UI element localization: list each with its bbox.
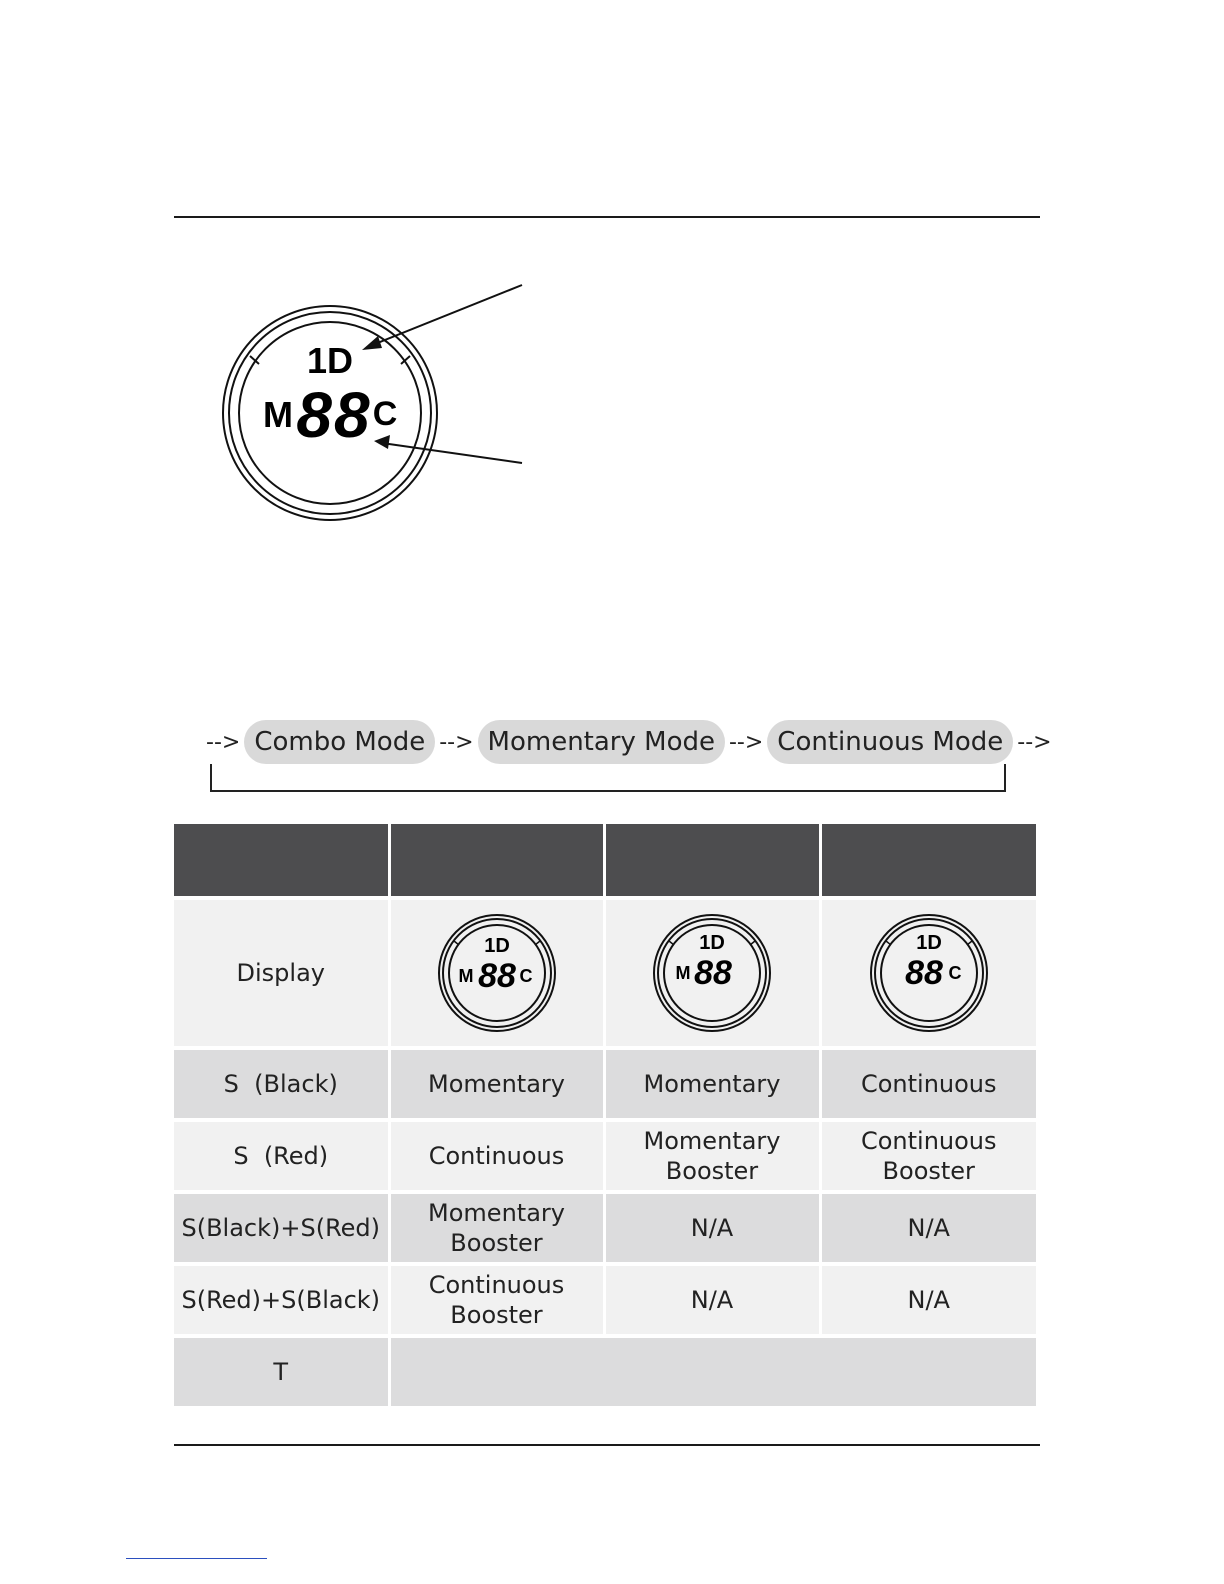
top-rule (174, 216, 1040, 218)
pointer-arrowhead-top (362, 336, 382, 350)
cycle-arrow: --> (439, 729, 474, 755)
mini-digits: 88 (694, 954, 732, 992)
row-label: S(Red)+S(Black) (174, 1264, 389, 1336)
footer-link-underline[interactable] (126, 1558, 267, 1559)
table-cell: Continuous (820, 1048, 1036, 1120)
cycle-arrow: --> (1017, 729, 1052, 755)
mini-left-label: M (458, 966, 473, 986)
mini-digits: 88 (904, 954, 943, 992)
mini-display-momentary (651, 912, 773, 1034)
table-row (174, 1192, 1036, 1264)
table-cell: N/A (820, 1192, 1036, 1264)
momentary-mode-pill: Momentary Mode (478, 720, 725, 764)
table-cell: Continuous Booster (389, 1264, 604, 1336)
pointer-arrowhead-bottom (374, 435, 390, 449)
header-cell (820, 824, 1036, 898)
row-label: Display (174, 898, 389, 1048)
display-cell-momentary (604, 898, 820, 1048)
display-top-label: 1D (306, 340, 354, 381)
table-header-row (174, 824, 1036, 898)
display-left-label: M (263, 394, 293, 435)
display-digits: 88 (296, 379, 372, 451)
mini-top-label: 1D (699, 932, 725, 954)
display-cell-continuous (820, 898, 1036, 1048)
table-row (174, 1336, 1036, 1406)
mini-top-label: 1D (483, 935, 510, 957)
row-label: T (174, 1336, 389, 1406)
display-cell-combo (389, 898, 604, 1048)
header-cell (174, 824, 389, 898)
mini-right-label: C (519, 966, 532, 986)
table-cell: Continuous Booster (820, 1120, 1036, 1192)
row-label: S (Black) (174, 1048, 389, 1120)
table-row (174, 1048, 1036, 1120)
display-diagram (222, 280, 532, 525)
pointer-arrow-bottom (382, 443, 522, 463)
table-cell-merged (389, 1336, 1036, 1406)
cycle-arrow: --> (728, 729, 764, 755)
table-row (174, 1264, 1036, 1336)
table-cell: N/A (820, 1264, 1036, 1336)
combo-mode-pill: Combo Mode (244, 720, 435, 764)
table-cell: Momentary (604, 1048, 820, 1120)
table-cell: Momentary (389, 1048, 604, 1120)
bottom-rule (174, 1444, 1040, 1446)
modes-table (174, 824, 1036, 1406)
mini-display-continuous (868, 912, 990, 1034)
pointer-arrow-top (370, 285, 522, 346)
table-cell: Momentary Booster (604, 1120, 820, 1192)
mini-left-label: M (675, 963, 691, 983)
row-label: S (Red) (174, 1120, 389, 1192)
row-label: S(Black)+S(Red) (174, 1192, 389, 1264)
mini-display-combo (436, 912, 558, 1034)
table-cell: N/A (604, 1192, 820, 1264)
display-right-label: C (372, 395, 398, 433)
table-row-display (174, 898, 1036, 1048)
header-cell (389, 824, 604, 898)
mini-top-label: 1D (915, 932, 942, 954)
continuous-mode-pill: Continuous Mode (767, 720, 1013, 764)
table-cell: Continuous (389, 1120, 604, 1192)
cycle-arrow: --> (206, 729, 241, 755)
header-cell (604, 824, 820, 898)
mode-cycle (200, 718, 1052, 798)
table-row (174, 1120, 1036, 1192)
mini-right-label: C (948, 963, 962, 983)
table-cell: N/A (604, 1264, 820, 1336)
table-cell: Momentary Booster (389, 1192, 604, 1264)
mini-digits: 88 (477, 957, 516, 995)
